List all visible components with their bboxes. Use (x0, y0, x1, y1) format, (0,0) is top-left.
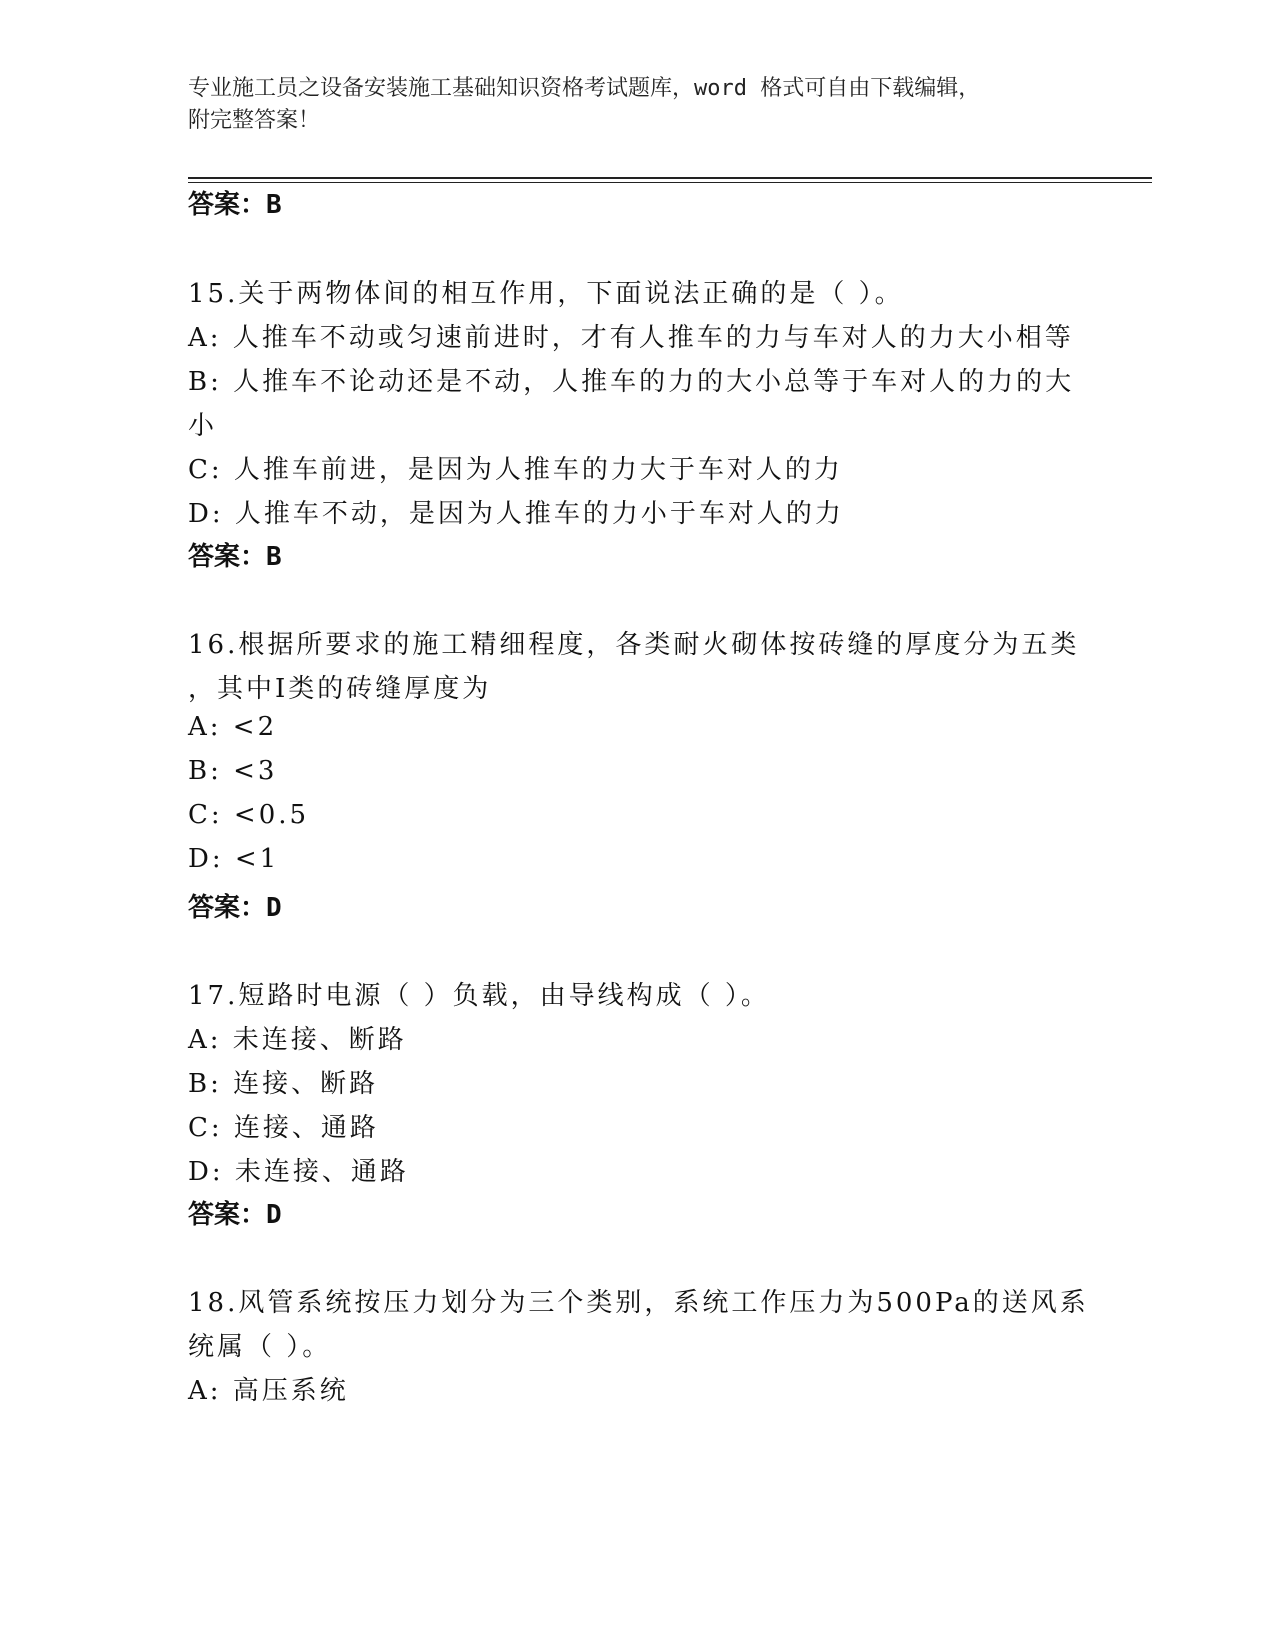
option-d: D: 未连接、通路 (188, 1157, 409, 1187)
option-a: A: <2 (188, 712, 278, 742)
option-a: A: 人推车不动或匀速前进时，才有人推车的力与车对人的力大小相等 (188, 323, 1074, 353)
option-b: B: <3 (188, 756, 278, 786)
option-a: A: 高压系统 (188, 1376, 349, 1406)
option-d: D: <1 (188, 844, 280, 874)
document-header (188, 73, 1088, 137)
header-divider (188, 177, 1152, 179)
option-b: B: 连接、断路 (188, 1069, 379, 1099)
answer-line: 答案：B (188, 542, 282, 572)
option-a: A: 未连接、断路 (188, 1025, 407, 1055)
header-line-2: 附完整答案！ (188, 108, 321, 133)
option-c: C: 连接、通路 (188, 1113, 379, 1143)
option-d: D: 人推车不动，是因为人推车的力小于车对人的力 (188, 499, 844, 529)
question-stem: 16.根据所要求的施工精细程度，各类耐火砌体按砖缝的厚度分为五类 (188, 630, 1080, 660)
answer-line: 答案：B (188, 190, 282, 220)
question-stem: 18.风管系统按压力划分为三个类别，系统工作压力为500Pa的送风系 (188, 1288, 1089, 1318)
question-stem-continued: 统属（ ）。 (188, 1332, 332, 1362)
option-b: B: 人推车不论动还是不动，人推车的力的大小总等于车对人的力的大 (188, 367, 1075, 397)
answer-line: 答案：D (188, 893, 282, 923)
question-stem-continued: ，其中Ⅰ类的砖缝厚度为 (188, 674, 492, 704)
option-b-continued: 小 (188, 411, 218, 441)
option-c: C: 人推车前进，是因为人推车的力大于车对人的力 (188, 455, 843, 485)
header-line-1: 专业施工员之设备安装施工基础知识资格考试题库，word 格式可自由下载编辑， (188, 76, 981, 101)
question-stem: 17.短路时电源（ ）负载，由导线构成（ ）。 (188, 981, 770, 1011)
question-stem: 15.关于两物体间的相互作用，下面说法正确的是（ ）。 (188, 279, 904, 309)
option-c: C: <0.5 (188, 800, 310, 830)
header-divider-thin (188, 182, 1152, 183)
answer-line: 答案：D (188, 1200, 282, 1230)
